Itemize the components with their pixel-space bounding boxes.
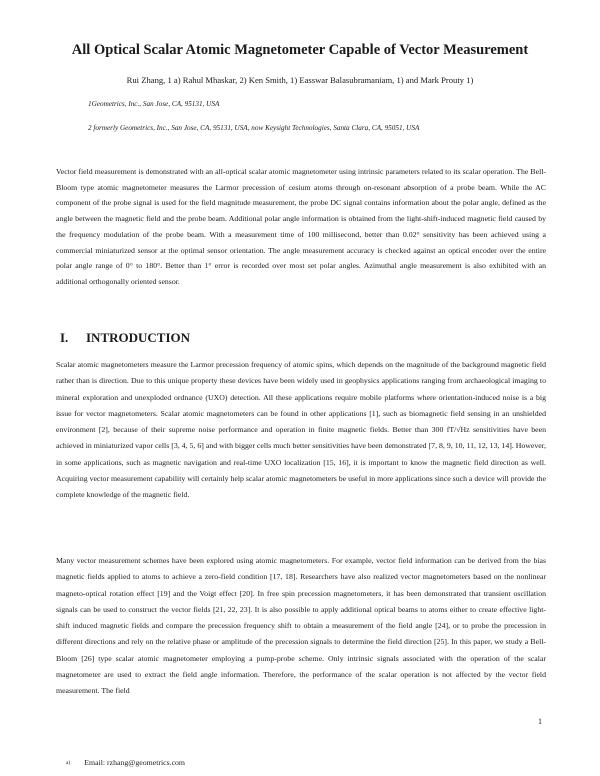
page-number: 1 bbox=[538, 717, 542, 726]
abstract: Vector field measurement is demonstrated with an all-optical scalar atomic magnetometer using intrinsic parameters related to its scalar operation. The Bell-Bloom type atomic magnetometer measures the Larmor precession of cesium atoms through on-resonant absorption of a probe beam. While the AC component of the probe signal is used for the field magnitude measurement, the probe DC signal contains information about the polar angle, defined as the angle between the magnetic field and the probe beam. Additional polar angle information is obtained from the light-shift-induced magnetic field caused by the frequency modulation of the probe beam. With a measurement time of 100 millisecond, better than 0.02° sensitivity has been achieved using a commercial miniaturized sensor at the optimal sensor orientation. The angle measurement accuracy is checked against an optical encoder over the entire polar angle range of 0° to 180°. Better than 1° error is recorded over most set polar angles. Azimuthal angle measurement is also exhibited with an additional orthogonally oriented sensor. bbox=[56, 167, 546, 286]
section-title: INTRODUCTION bbox=[86, 330, 191, 345]
paper-title: All Optical Scalar Atomic Magnetometer Capable of Vector Measurement bbox=[71, 42, 529, 58]
affiliation-1: 1Geometrics, Inc., San Jose, CA, 95131, USA bbox=[88, 100, 220, 108]
author-list: Rui Zhang, 1 a) Rahul Mhaskar, 2) Ken Smith, 1) Easswar Balasubramaniam, 1) and Mark Prouty 1) bbox=[126, 75, 474, 85]
affiliation-2: 2 formerly Geometrics, Inc., San Jose, CA, 95131, USA, now Keysight Technologies, Santa Clara, CA, 95051, USA bbox=[88, 124, 420, 132]
intro-paragraph-1: Scalar atomic magnetometers measure the Larmor precession frequency of atomic spins, which depends on the magnitude of the background magnetic field rather than is direction. Due to this unique property these devices have been widely used in geophysics applications ranging from archaeological imaging to mineral exploration and unexploded ordnance (UXO) detection. All these applications require mobile platforms where orientation-induced noise is a big issue for vector magnetometers. Scalar atomic magnetometers can be found in other applications [1], such as biomagnetic field sensing in an unshielded environment [2], because of their supreme noise performance and operation in finite magnetic fields. Better than 300 fT/√Hz sensitivities have been achieved in miniaturized vapor cells [3, 4, 5, 6] and with bigger cells much better sensitivities have been demonstrated [7, 8, 9, 10, 11, 12, 13, 14]. However, in some applications, such as magnetic navigation and real-time UXO localization [15, 16], it is important to know the magnetic field direction as well. Acquiring vector measurement capability will certainly help scalar atomic magnetometers be useful in more applications since such a device will provide the complete knowledge of the magnetic field. bbox=[56, 360, 546, 500]
footnote-email: Email: rzhang@geometrics.com bbox=[84, 758, 185, 767]
section-number: I. bbox=[60, 330, 69, 345]
section-heading bbox=[60, 330, 190, 346]
intro-paragraph-2: Many vector measurement schemes have been explored using atomic magnetometers. For example, vector field information can be derived from the bias magnetic fields applied to atoms to achieve a zero-field condition [17, 18]. Researchers have also realized vector magnetometers based on the nonlinear magneto-optical rotation effect [19] and the Voigt effect [20]. In free spin precession magnetometers, it has been demonstrated that transient oscillation signals can be used to construct the vector fields [21, 22, 23]. It is also possible to apply additional optical beams to atoms either to create effective light-shift induced magnetic fields and compare the precession frequency shift to obtain a measurement of the field angle [24], or to probe the precession in different directions and rely on the relative phase or amplitude of the precession signals to determine the field direction [25]. In this paper, we study a Bell-Bloom [26] type scalar atomic magnetometer employing a pump-probe scheme. Only intrinsic signals associated with the operation of the scalar magnetometer are used to extract the field angle information. Therefore, the performance of the scalar operation is not affected by the vector field measurement. The field bbox=[56, 556, 546, 696]
footnote bbox=[66, 758, 185, 767]
footnote-mark: a) bbox=[66, 760, 71, 766]
